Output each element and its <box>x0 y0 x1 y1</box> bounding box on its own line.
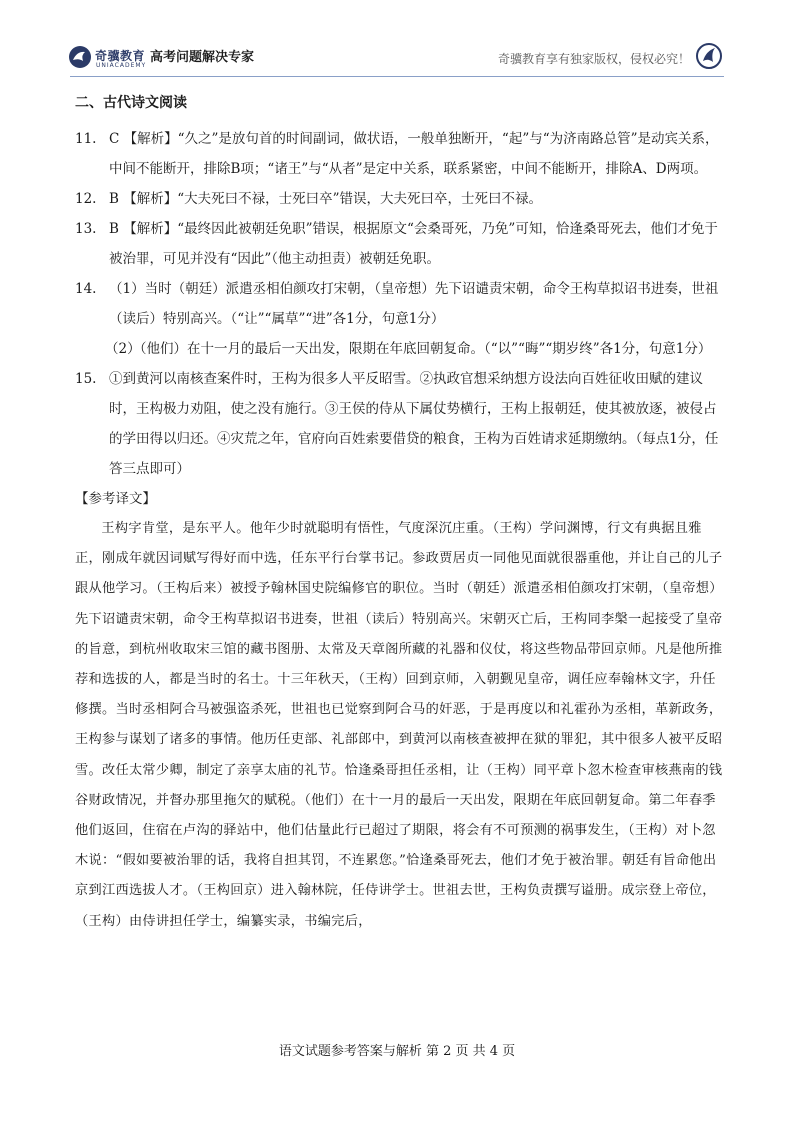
unicorn-logo-icon <box>696 43 722 69</box>
page-footer: 语文试题参考答案与解析 第 2 页 共 4 页 <box>278 1044 516 1059</box>
question-14-part2-number: （2） <box>105 341 141 357</box>
question-11 <box>75 124 725 184</box>
section-title: 二、古代诗文阅读 <box>75 95 187 111</box>
question-answer: C 【解析】“久之”是放句首的时间副词，做状语，一般单独断开，“起”与“为济南路总管”是动宾关系，中间不能断开，排除B项；“诸王”与“从者”是定中关系，联系紧密，中间不能断开，排除A、D两项。 <box>109 131 719 177</box>
question-14-part1-number: （1） <box>109 281 145 297</box>
brand-logo-icon <box>68 45 92 69</box>
question-answer: ①到黄河以南核查案件时，王构为很多人平反昭雪。②执政官想采纳想方设法向百姓征收田赋的建议时，王构极力劝阻，使之没有施行。③王侯的侍从下属仗势横行，王构上报朝廷，使其被放逐，被侵占的学田得以归还。④灾荒之年，官府向百姓索要借贷的粮食，王构为百姓请求延期缴纳。（每点1分，任答三点即可） <box>109 371 719 477</box>
answer-content <box>75 92 725 937</box>
question-answer: B 【解析】“最终因此被朝廷免职”错误，根据原文“会桑哥死，乃免”可知，恰逢桑哥死去，他们才免于被治罪，可见并没有“因此”（他主动担责）被朝廷免职。 <box>109 221 718 267</box>
page-header <box>0 0 794 80</box>
header-slogan: 高考问题解决专家 <box>150 50 255 65</box>
reference-title: 【参考译文】 <box>75 491 156 507</box>
question-12 <box>75 184 725 214</box>
question-15 <box>75 364 725 484</box>
question-number: 15. <box>75 371 97 387</box>
question-number: 13. <box>75 221 97 237</box>
question-13 <box>75 214 725 274</box>
header-divider <box>70 76 724 77</box>
question-number: 11. <box>75 131 97 147</box>
question-14-part1: 当时（朝廷）派遣丞相伯颜攻打宋朝，（皇帝想）先下诏谴责宋朝，命令王构草拟诏书进奏，世祖（读后）特别高兴。（“让”“属草”“进”各1分，句意1分） <box>109 281 719 327</box>
question-14-part2: （他们）在十一月的最后一天出发，限期在年底回朝复命。（“以”“晦”“期岁终”各1分，句意1分） <box>133 341 712 357</box>
reference-translation: 王构字肯堂，是东平人。他年少时就聪明有悟性，气度深沉庄重。（王构）学问渊博，行文有典据且雅正，刚成年就因词赋写得好而中选，任东平行台掌书记。参政贾居贞一同他见面就很器重他，并让自己的儿子跟从他学习。（王构后来）被授予翰林国史院编修官的职位。当时（朝廷）派遣丞相伯颜攻打宋朝，（皇帝想）先下诏谴责宋朝，命令王构草拟诏书进奏，世祖（读后）特别高兴。宋朝灭亡后，王构同李槃一起接受了皇帝的旨意，到杭州收取宋三馆的藏书图册、太常及天章阁所藏的礼器和仪仗，将这些物品带回京师。凡是他所推荐和选拔的人，都是当时的名士。十三年秋天，（王构）回到京师，入朝觐见皇帝，调任应奉翰林文字，升任修撰。当时丞相阿合马被强盗杀死，世祖也已觉察到阿合马的奸恶，于是再度以和礼霍孙为丞相，革新政务，王构参与谋划了诸多的事情。他历任吏部、礼部郎中，到黄河以南核查被押在狱的罪犯，其中很多人被平反昭雪。改任太常少卿，制定了亲享太庙的礼节。恰逢桑哥担任丞相，让（王构）同平章卜忽木检查审核燕南的钱谷财政情况，并督办那里拖欠的赋税。（他们）在十一月的最后一天出发，限期在年底回朝复命。第二年春季他们返回，住宿在卢沟的驿站中，他们估量此行已超过了期限，将会有不可预测的祸事发生，（王构）对卜忽木说：“假如要被治罪的话，我将自担其罚，不连累您。”恰逢桑哥死去，他们才免于被治罪。朝廷有旨命他出京到江西选拔人才。（王构回京）进入翰林院，任侍讲学士。世祖去世，王构负责撰写谥册。成宗登上帝位，（王构）由侍讲担任学士，编纂实录，书编完后， <box>75 521 723 929</box>
brand-subtitle: UNIACADEMY <box>96 62 147 69</box>
question-14 <box>75 274 725 334</box>
copyright-notice: 奇骥教育享有独家版权，侵权必究！ <box>497 52 690 66</box>
brand-name: 奇骥教育 <box>95 49 146 63</box>
question-number: 12. <box>75 191 97 207</box>
question-14-part2-block <box>75 334 725 364</box>
question-answer: B 【解析】“大夫死曰不禄，士死曰卒”错误，大夫死曰卒，士死曰不禄。 <box>109 191 543 207</box>
question-number: 14. <box>75 281 97 297</box>
